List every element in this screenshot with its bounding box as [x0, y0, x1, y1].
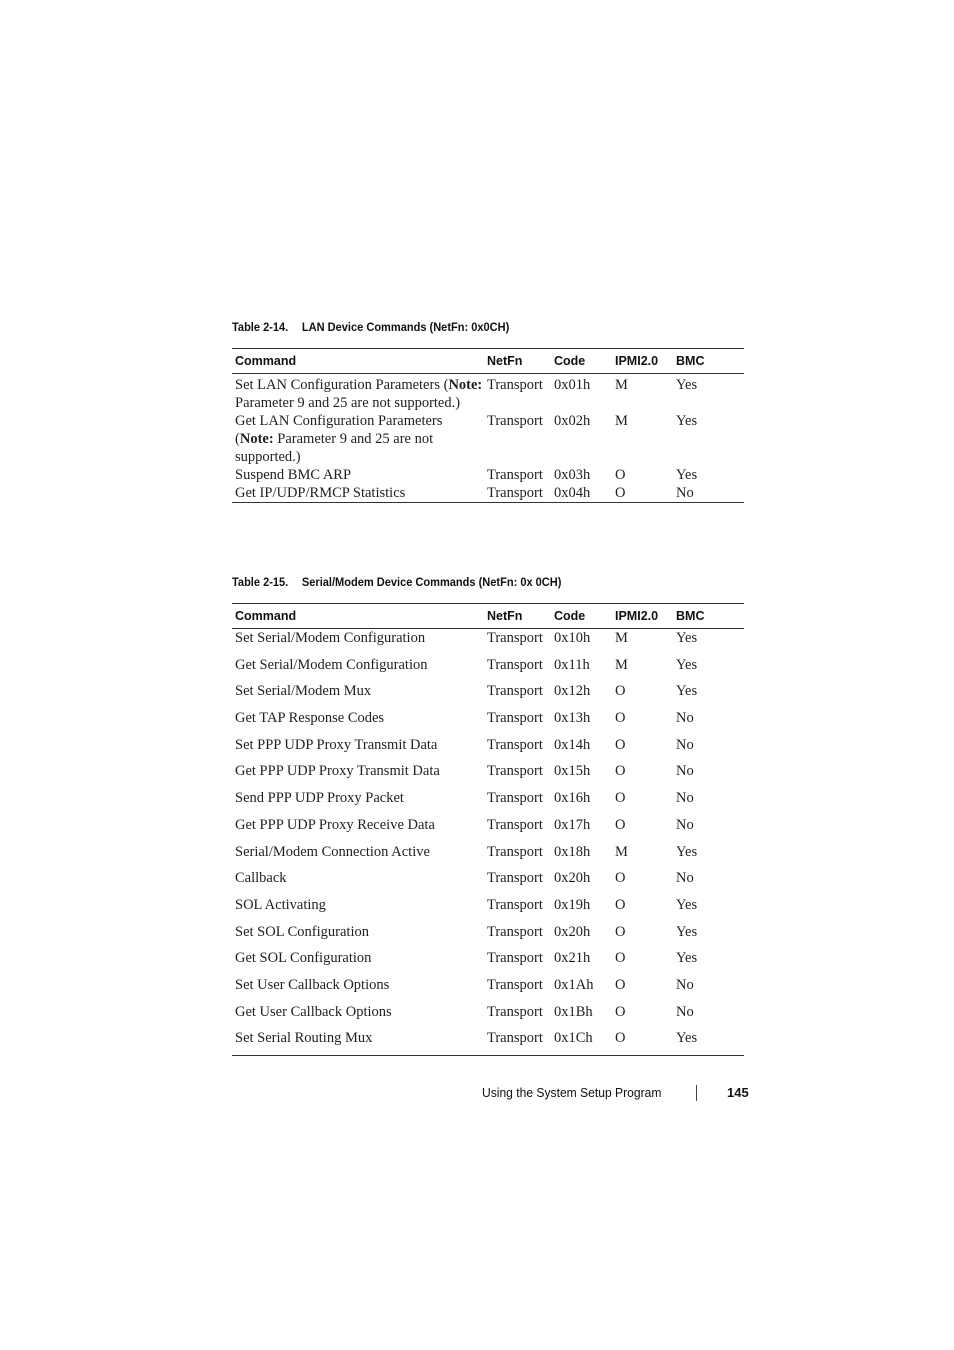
- code-cell: 0x12h: [554, 683, 591, 700]
- ipmi-cell: O: [615, 763, 626, 780]
- table-row: [232, 895, 744, 922]
- ipmi-cell: O: [615, 485, 626, 501]
- ipmi-cell: O: [615, 896, 626, 913]
- ipmi-cell: M: [615, 656, 628, 673]
- command-cell: [232, 975, 484, 1002]
- command-name: Set Serial/Modem Configuration: [235, 630, 426, 646]
- ipmi-cell: O: [615, 950, 626, 967]
- bmc-cell: Yes: [676, 377, 698, 393]
- bmc-cell: No: [676, 710, 694, 727]
- table-row: [232, 484, 744, 503]
- code-cell: 0x14h: [554, 736, 591, 753]
- page-footer: [482, 1083, 752, 1103]
- ipmi-cell: M: [615, 630, 628, 646]
- table-row: [232, 975, 744, 1002]
- command-name: Get TAP Response Codes: [235, 710, 385, 727]
- command-cell: [232, 466, 484, 484]
- table-14-label: Table 2-14.: [232, 320, 289, 334]
- code-cell: 0x21h: [554, 950, 591, 967]
- bmc-cell: Yes: [676, 896, 698, 913]
- ipmi-cell: O: [615, 870, 626, 887]
- bmc-cell: No: [676, 976, 694, 993]
- table-row: [232, 374, 744, 413]
- bmc-cell: Yes: [676, 630, 698, 646]
- table-row: [232, 412, 744, 466]
- command-name: Get User Callback Options: [235, 1003, 392, 1020]
- table-row: [232, 655, 744, 682]
- command-name: Get IP/UDP/RMCP Statistics: [235, 485, 406, 501]
- command-name: Suspend BMC ARP: [235, 467, 352, 483]
- command-cell: [232, 708, 484, 735]
- netfn-cell: Transport: [487, 413, 543, 429]
- command-text: [235, 736, 484, 754]
- command-name: Set SOL Configuration: [235, 923, 369, 940]
- command-text: [235, 1029, 484, 1047]
- command-text: [235, 976, 484, 994]
- code-cell: 0x03h: [554, 467, 591, 483]
- table-row: [232, 466, 744, 484]
- command-name: Set Serial/Modem Mux: [235, 683, 372, 700]
- command-name: Send PPP UDP Proxy Packet: [235, 790, 404, 807]
- column-header-ipmi: IPMI2.0: [612, 349, 673, 374]
- command-cell: [232, 629, 484, 655]
- table-row: [232, 1028, 744, 1055]
- table-row: [232, 681, 744, 708]
- command-name: SOL Activating: [235, 896, 326, 913]
- netfn-cell: Transport: [487, 683, 543, 700]
- ipmi-cell: O: [615, 923, 626, 940]
- netfn-cell: Transport: [487, 816, 543, 833]
- table-14-caption: [232, 320, 509, 334]
- table-row: [232, 842, 744, 869]
- netfn-cell: Transport: [487, 1003, 543, 1020]
- code-cell: 0x19h: [554, 896, 591, 913]
- table-row: [232, 1002, 744, 1029]
- column-header-bmc: BMC: [673, 604, 744, 629]
- ipmi-cell: O: [615, 976, 626, 993]
- table-14-title: LAN Device Commands (NetFn: 0x0CH): [301, 320, 510, 334]
- bmc-cell: No: [676, 790, 694, 807]
- command-name: Get PPP UDP Proxy Receive Data: [235, 816, 435, 833]
- netfn-cell: Transport: [487, 896, 543, 913]
- code-cell: 0x1Ch: [554, 1030, 593, 1047]
- command-text: Set LAN Configuration Parameters (Note: Parameter 9 and 25 are not supported.): [235, 377, 483, 411]
- command-text: [235, 789, 484, 807]
- table-row: [232, 735, 744, 762]
- bmc-cell: No: [676, 485, 694, 501]
- bmc-cell: Yes: [676, 1030, 698, 1047]
- command-name: Get Serial/Modem Configuration: [235, 656, 428, 673]
- command-name: Set LAN Configuration Parameters: [235, 377, 440, 393]
- column-header-code: Code: [551, 349, 612, 374]
- column-header-ipmi: IPMI2.0: [612, 604, 673, 629]
- command-text: Get LAN Configuration Parameters (Note: Parameter 9 and 25 are not supported.): [235, 413, 443, 465]
- lan-device-commands-table: [232, 348, 744, 503]
- command-cell: [232, 868, 484, 895]
- command-cell: [232, 1002, 484, 1029]
- bmc-cell: Yes: [676, 950, 698, 967]
- code-cell: 0x18h: [554, 843, 591, 860]
- column-header-netfn: NetFn: [484, 349, 551, 374]
- bmc-cell: Yes: [676, 656, 698, 673]
- netfn-cell: Transport: [487, 467, 543, 483]
- table-row: [232, 761, 744, 788]
- table-15-caption: [232, 575, 561, 589]
- column-header-netfn: NetFn: [484, 604, 551, 629]
- ipmi-cell: O: [615, 1003, 626, 1020]
- bmc-cell: Yes: [676, 413, 698, 429]
- command-cell: [232, 922, 484, 949]
- code-cell: 0x01h: [554, 377, 591, 393]
- footer-section-title: Using the System Setup Program: [482, 1085, 662, 1100]
- netfn-cell: Transport: [487, 790, 543, 807]
- bmc-cell: No: [676, 1003, 694, 1020]
- command-text: [235, 629, 484, 647]
- netfn-cell: Transport: [487, 976, 543, 993]
- code-cell: 0x1Bh: [554, 1003, 593, 1020]
- bmc-cell: No: [676, 736, 694, 753]
- command-text: [235, 682, 484, 700]
- page-number: 145: [727, 1085, 749, 1100]
- code-cell: 0x17h: [554, 816, 591, 833]
- command-text: [235, 923, 484, 941]
- netfn-cell: Transport: [487, 656, 543, 673]
- code-cell: 0x13h: [554, 710, 591, 727]
- netfn-cell: Transport: [487, 377, 543, 393]
- command-name: Get PPP UDP Proxy Transmit Data: [235, 763, 440, 780]
- command-cell: [232, 948, 484, 975]
- netfn-cell: Transport: [487, 630, 543, 646]
- ipmi-cell: M: [615, 377, 628, 393]
- code-cell: 0x10h: [554, 630, 591, 646]
- ipmi-cell: O: [615, 816, 626, 833]
- note-text: Parameter 9 and 25 are not supported.): [235, 431, 434, 465]
- netfn-cell: Transport: [487, 1030, 543, 1047]
- command-name: Serial/Modem Connection Active: [235, 843, 430, 860]
- footer-divider: [696, 1085, 697, 1101]
- command-name: Callback: [235, 870, 287, 887]
- column-header-command: Command: [232, 349, 484, 374]
- ipmi-cell: O: [615, 683, 626, 700]
- command-name: Set User Callback Options: [235, 976, 390, 993]
- code-cell: 0x11h: [554, 656, 590, 673]
- note-text: Parameter 9 and 25 are not supported.): [235, 395, 461, 411]
- table-row: [232, 815, 744, 842]
- table-row: [232, 629, 744, 655]
- code-cell: 0x02h: [554, 413, 591, 429]
- code-cell: 0x20h: [554, 870, 591, 887]
- code-cell: 0x15h: [554, 763, 591, 780]
- command-cell: [232, 655, 484, 682]
- ipmi-cell: O: [615, 710, 626, 727]
- command-cell: [232, 1028, 484, 1055]
- table-header-row: [232, 349, 744, 374]
- command-cell: [232, 412, 484, 466]
- bmc-cell: Yes: [676, 843, 698, 860]
- table-row: [232, 708, 744, 735]
- netfn-cell: Transport: [487, 485, 543, 501]
- command-text: [235, 762, 484, 780]
- command-cell: [232, 681, 484, 708]
- command-cell: [232, 374, 484, 413]
- command-text: [235, 896, 484, 914]
- command-text: [235, 466, 484, 484]
- code-cell: 0x20h: [554, 923, 591, 940]
- column-header-bmc: BMC: [673, 349, 744, 374]
- command-text: [235, 843, 484, 861]
- netfn-cell: Transport: [487, 763, 543, 780]
- command-name: Get LAN Configuration Parameters: [235, 413, 443, 429]
- netfn-cell: Transport: [487, 710, 543, 727]
- command-name: Get SOL Configuration: [235, 950, 372, 967]
- ipmi-cell: M: [615, 843, 628, 860]
- command-text: [235, 816, 484, 834]
- table-row: [232, 788, 744, 815]
- command-cell: [232, 735, 484, 762]
- table-row: [232, 868, 744, 895]
- netfn-cell: Transport: [487, 870, 543, 887]
- command-cell: [232, 761, 484, 788]
- netfn-cell: Transport: [487, 843, 543, 860]
- note-label: Note:: [448, 377, 483, 393]
- command-cell: [232, 484, 484, 503]
- ipmi-cell: O: [615, 736, 626, 753]
- column-header-command: Command: [232, 604, 484, 629]
- table-15-title: Serial/Modem Device Commands (NetFn: 0x 0CH): [301, 575, 562, 589]
- serial-modem-device-commands-table: [232, 603, 744, 1056]
- netfn-cell: Transport: [487, 950, 543, 967]
- ipmi-cell: O: [615, 1030, 626, 1047]
- table-row: [232, 948, 744, 975]
- command-cell: [232, 788, 484, 815]
- code-cell: 0x16h: [554, 790, 591, 807]
- note-label: Note:: [239, 431, 274, 447]
- ipmi-cell: O: [615, 467, 626, 483]
- ipmi-cell: O: [615, 790, 626, 807]
- command-cell: [232, 815, 484, 842]
- command-name: Set Serial Routing Mux: [235, 1030, 373, 1047]
- bmc-cell: Yes: [676, 467, 698, 483]
- netfn-cell: Transport: [487, 923, 543, 940]
- code-cell: 0x1Ah: [554, 976, 594, 993]
- table-header-row: [232, 604, 744, 629]
- table-row: [232, 922, 744, 949]
- bmc-cell: No: [676, 870, 694, 887]
- ipmi-cell: M: [615, 413, 628, 429]
- command-text: [235, 656, 484, 674]
- command-text: [235, 949, 484, 967]
- command-text: [235, 1003, 484, 1021]
- bmc-cell: No: [676, 816, 694, 833]
- netfn-cell: Transport: [487, 736, 543, 753]
- bmc-cell: Yes: [676, 683, 698, 700]
- code-cell: 0x04h: [554, 485, 591, 501]
- command-name: Set PPP UDP Proxy Transmit Data: [235, 736, 438, 753]
- bmc-cell: No: [676, 763, 694, 780]
- command-cell: [232, 842, 484, 869]
- command-text: [235, 869, 484, 887]
- command-text: [235, 484, 484, 502]
- bmc-cell: Yes: [676, 923, 698, 940]
- table-15-label: Table 2-15.: [232, 575, 289, 589]
- column-header-code: Code: [551, 604, 612, 629]
- command-cell: [232, 895, 484, 922]
- command-text: [235, 709, 484, 727]
